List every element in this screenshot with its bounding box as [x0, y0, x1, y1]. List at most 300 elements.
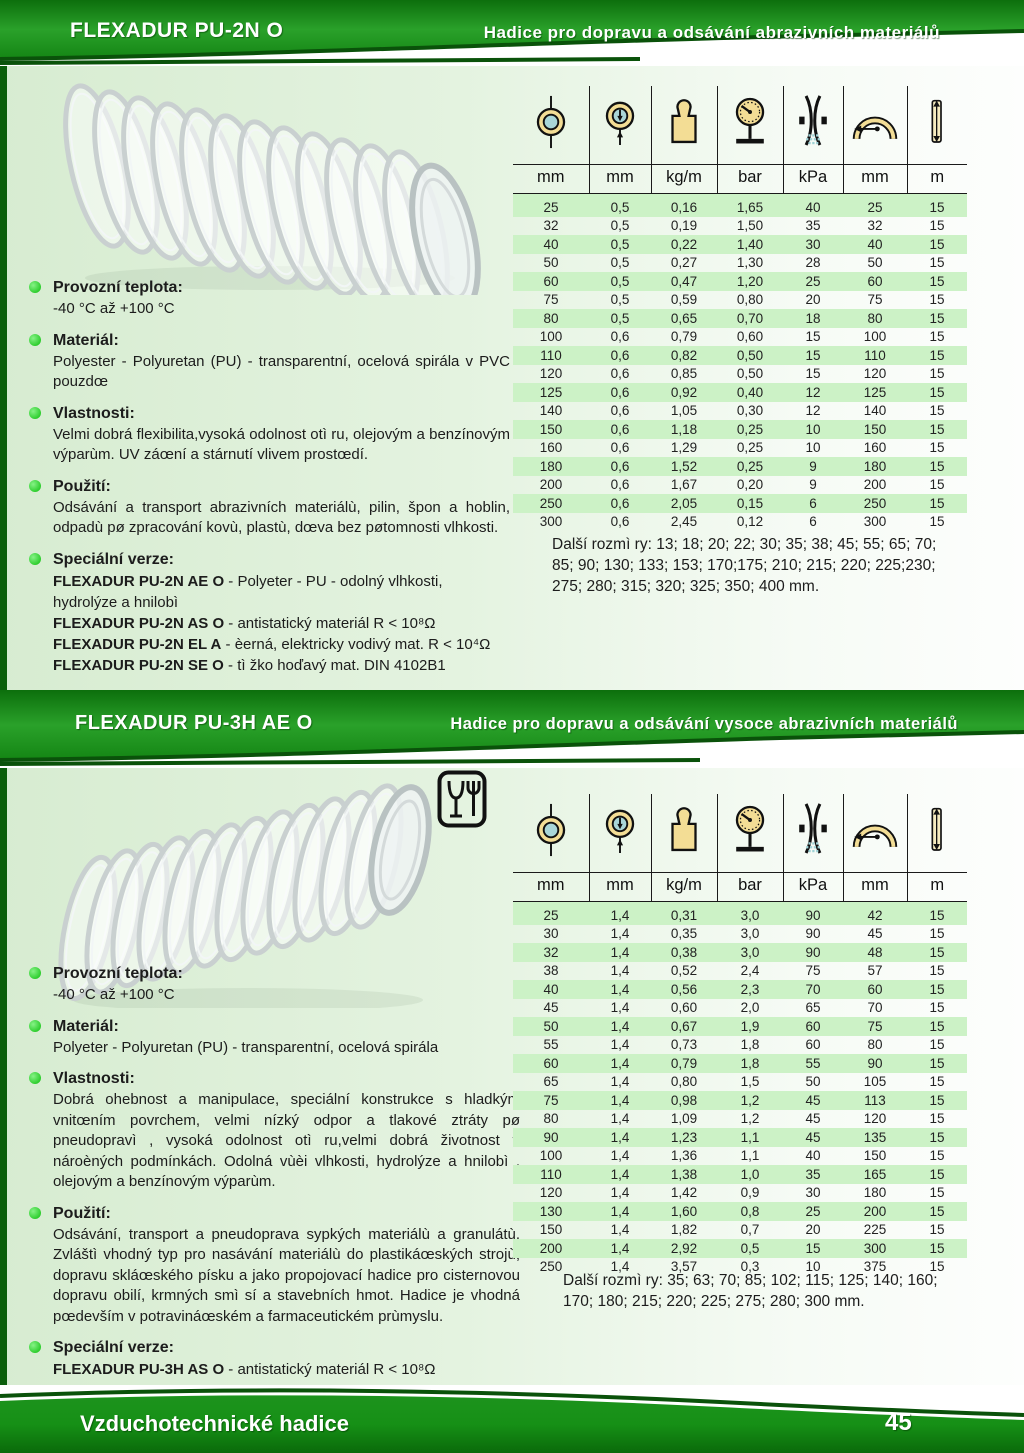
weight-icon [661, 93, 707, 151]
table-cell: 1,82 [670, 1222, 698, 1238]
table-cell: 105 [863, 1074, 887, 1090]
table-cell: 140 [539, 403, 563, 419]
special-version-item: FLEXADUR PU-2N AE O - Polyeter - PU - odolný vlhkosti, hydrolýze a hnilobì [53, 572, 443, 611]
table-cell: 1,4 [610, 1074, 630, 1090]
table-cell: 130 [539, 1203, 563, 1219]
spec-text: Dobrá ohebnost a manipulace, speciální konstrukce s hladkým vnitœním povrchem, velmi nízký odpor a tlakové ztráty pø pneudopravì , vysoká odolnost otì ru,velmi dobrá životnost v nároèných podmínkách. Odolná vùèi vlhkosti, hydrolýze a hnilobì , olejovým a benzínovým výparùm. [53, 1091, 520, 1190]
table-cell: 1,4 [610, 981, 630, 997]
section1-title: FLEXADUR PU-2N O [70, 19, 284, 42]
section1-header-band [0, 0, 1024, 66]
table-cell: 0,98 [670, 1092, 698, 1108]
inner-diameter-icon [528, 801, 574, 859]
table-cell: 57 [867, 963, 883, 979]
table-cell: 0,50 [736, 366, 764, 382]
spec-heading: Provozní teplota: [53, 279, 183, 296]
table-cell: 1,4 [610, 1222, 630, 1238]
table-cell: 0,5 [610, 292, 630, 308]
table-cell: 90 [867, 1055, 883, 1071]
table-cell: 1,2 [740, 1111, 760, 1127]
table-cell: 0,6 [610, 440, 630, 456]
table-cell: 40 [867, 236, 883, 252]
table-cell: 1,4 [610, 1259, 630, 1275]
table-cell: 65 [543, 1074, 559, 1090]
table-cell: 1,1 [740, 1148, 760, 1164]
table-cell: 120 [863, 366, 887, 382]
table-cell: 75 [867, 1018, 883, 1034]
section2-content [0, 768, 1024, 1385]
footer-title: Vzduchotechnické hadice [80, 1411, 349, 1436]
spec-usage [28, 1204, 520, 1328]
special-version-item: FLEXADUR PU-2N EL A - èerná, elektricky vodivý mat. R < 10⁴Ω [53, 635, 491, 653]
table-cell: 0,5 [740, 1240, 760, 1256]
table-cell: 15 [929, 421, 945, 437]
table-row [513, 1128, 967, 1146]
table-cell: 160 [863, 440, 887, 456]
weight-icon [661, 801, 707, 859]
table-cell: 15 [929, 1129, 945, 1145]
table-cell: 0,15 [736, 495, 764, 511]
table-cell: 15 [929, 1037, 945, 1053]
table-cell: 15 [929, 1148, 945, 1164]
table-cell: 0,30 [736, 403, 764, 419]
inner-diameter-icon [528, 93, 574, 151]
table-units-row [513, 165, 967, 194]
table-cell: 80 [867, 1037, 883, 1053]
table-cell: 125 [539, 384, 563, 400]
length-icon [917, 93, 957, 151]
table-cell: 120 [539, 1185, 563, 1201]
table-cell: 32 [867, 218, 883, 234]
bullet-icon [29, 1341, 41, 1353]
table-cell: 0,5 [610, 255, 630, 271]
table-row [513, 1239, 967, 1257]
table-cell: 120 [863, 1111, 887, 1127]
table-cell: 0,79 [670, 1055, 698, 1071]
spec-text: Odsávání, transport a pneudoprava sypkých materiálù a granulátù. Zvláštì vhodný typ pro nasávání materiálù do plastikáœských strojù, dopravu skláœského písku a jako propojovací hadice pro cisternovou dopravu obilí, krmných smì sí a stavebních hmot. Hadice je vhodná pœdevším v potravináœském a farmaceutickém prùmyslu. [53, 1225, 520, 1325]
table-row [513, 476, 967, 494]
table-cell: 15 [805, 329, 821, 345]
bullet-icon [29, 281, 41, 293]
table-cell: 15 [929, 200, 945, 215]
table-cell: 15 [929, 384, 945, 400]
unit-label: kg/m [651, 873, 717, 902]
table-cell: 0,25 [736, 421, 764, 437]
table-cell: 1,36 [670, 1148, 698, 1164]
table-cell: 1,2 [740, 1092, 760, 1108]
table-cell: 15 [929, 1000, 945, 1016]
table-cell: 1,09 [670, 1111, 698, 1127]
table-cell: 25 [867, 200, 883, 215]
spec-heading: Použití: [53, 477, 111, 495]
table-cell: 0,70 [736, 310, 764, 326]
spec-material [28, 1017, 520, 1059]
unit-label: mm [513, 165, 589, 194]
table-cell: 10 [805, 440, 821, 456]
table-cell: 1,67 [670, 477, 698, 493]
section2-header-band [0, 690, 1024, 768]
table-cell: 0,50 [736, 347, 764, 363]
table-cell: 1,29 [670, 440, 698, 456]
unit-label: kPa [783, 165, 843, 194]
table-cell: 150 [863, 421, 887, 437]
table-row [513, 1147, 967, 1165]
table-cell: 150 [539, 1222, 563, 1238]
table-cell: 48 [867, 944, 883, 960]
table-cell: 0,6 [610, 347, 630, 363]
table-cell: 0,38 [670, 944, 698, 960]
spec-special-versions [28, 550, 510, 676]
table-cell: 0,20 [736, 477, 764, 493]
table-row [513, 925, 967, 943]
table-cell: 0,80 [670, 1074, 698, 1090]
table-cell: 1,4 [610, 1111, 630, 1127]
table-cell: 1,4 [610, 926, 630, 942]
table-cell: 1,50 [736, 218, 764, 234]
table-cell: 0,6 [610, 495, 630, 511]
table-cell: 0,5 [610, 200, 630, 215]
unit-label: kPa [783, 873, 843, 902]
table-row [513, 439, 967, 457]
table-icon-row [513, 86, 967, 165]
spec-operating-temperature [28, 964, 520, 1006]
table-cell: 15 [929, 477, 945, 493]
table-cell: 55 [805, 1055, 821, 1071]
section2-subtitle: Hadice pro dopravu a odsávání vysoce abrazivních materiálů [450, 715, 958, 733]
table-cell: 2,92 [670, 1240, 698, 1256]
underpressure-icon [790, 801, 836, 859]
table-cell: 0,22 [670, 236, 698, 252]
table-cell: 150 [539, 421, 563, 437]
bullet-icon [29, 407, 41, 419]
footer-page-number: 45 [885, 1409, 912, 1436]
table-cell: 15 [929, 1018, 945, 1034]
underpressure-icon [790, 93, 836, 151]
bend-radius-icon [852, 93, 898, 151]
table-row [513, 1221, 967, 1239]
bullet-icon [29, 967, 41, 979]
table-cell: 15 [929, 403, 945, 419]
table-cell: 12 [805, 403, 821, 419]
hose-photo-pu2n [55, 80, 485, 295]
bullet-icon [29, 480, 41, 492]
spec-text: Odsávání a transport abrazivních materiálù, pilin, špon a hoblin, odpadù pø zpracování kovù, plastù, dœva bez pøtomnosti vlhkosti. [53, 498, 510, 536]
table-cell: 140 [863, 403, 887, 419]
table-cell: 180 [863, 1185, 887, 1201]
table-cell: 15 [929, 1074, 945, 1090]
table-cell: 40 [805, 200, 821, 215]
spec-usage [28, 477, 510, 539]
table-cell: 15 [929, 255, 945, 271]
table-cell: 0,6 [610, 477, 630, 493]
bullet-icon [29, 334, 41, 346]
table-cell: 120 [539, 366, 563, 382]
table-row [513, 254, 967, 272]
table-cell: 0,73 [670, 1037, 698, 1053]
table-cell: 40 [543, 236, 559, 252]
unit-label: mm [843, 873, 907, 902]
section2-spec-list [28, 964, 520, 1391]
table-row [513, 309, 967, 327]
spec-heading: Vlastnosti: [53, 404, 135, 422]
table-cell: 0,56 [670, 981, 698, 997]
table-cell: 2,45 [670, 514, 698, 530]
table-cell: 200 [539, 1240, 563, 1256]
unit-label: m [907, 165, 967, 194]
table-cell: 0,6 [610, 421, 630, 437]
table-cell: 50 [867, 255, 883, 271]
table-cell: 15 [805, 347, 821, 363]
spec-properties [28, 404, 510, 466]
table-cell: 110 [864, 347, 886, 363]
table-cell: 1,4 [610, 1055, 630, 1071]
footer-band [0, 1385, 1024, 1453]
table-cell: 0,40 [736, 384, 764, 400]
specification-table-pu2n [513, 86, 967, 531]
table-cell: 0,79 [670, 329, 698, 345]
special-version-item: FLEXADUR PU-3H AS O - antistatický materiál R < 10⁸Ω [53, 1361, 436, 1378]
table-cell: 1,20 [736, 273, 764, 289]
table-cell: 40 [543, 981, 559, 997]
table-cell: 2,0 [740, 1000, 760, 1016]
table-cell: 165 [863, 1166, 887, 1182]
table-cell: 38 [543, 963, 559, 979]
table-cell: 1,4 [610, 1018, 630, 1034]
table-cell: 75 [543, 1092, 559, 1108]
table-cell: 1,18 [670, 421, 698, 437]
table-row [513, 494, 967, 512]
table-cell: 55 [543, 1037, 559, 1053]
table-cell: 45 [805, 1092, 821, 1108]
table-cell: 35 [805, 1166, 821, 1182]
table-cell: 225 [863, 1222, 887, 1238]
spec-heading: Vlastnosti: [53, 1070, 135, 1087]
table-row [513, 999, 967, 1017]
table-cell: 0,27 [670, 255, 698, 271]
table-cell: 70 [867, 1000, 883, 1016]
table-cell: 0,60 [736, 329, 764, 345]
table-cell: 30 [543, 926, 559, 942]
table-cell: 35 [805, 218, 821, 234]
table-cell: 15 [929, 1185, 945, 1201]
table-cell: 1,4 [610, 1092, 630, 1108]
table-cell: 0,19 [670, 218, 698, 234]
table-cell: 1,4 [610, 963, 630, 979]
spec-heading: Materiál: [53, 1017, 119, 1035]
table-cell: 1,8 [740, 1037, 760, 1053]
table-row [513, 402, 967, 420]
table-row [513, 365, 967, 383]
section1-spec-list [28, 278, 510, 687]
table-row [513, 383, 967, 401]
table-cell: 15 [929, 366, 945, 382]
table-cell: 0,59 [670, 292, 698, 308]
wall-thickness-icon [597, 93, 643, 151]
table-cell: 100 [539, 329, 563, 345]
table-cell: 45 [543, 1000, 559, 1016]
table-cell: 3,0 [740, 926, 760, 942]
table-cell: 45 [805, 1111, 821, 1127]
special-version-item: FLEXADUR PU-2N AS O - antistatický materiál R < 10⁸Ω [53, 614, 436, 632]
unit-label: mm [513, 873, 589, 902]
table-cell: 1,23 [670, 1129, 698, 1145]
table-cell: 180 [863, 458, 887, 474]
table-cell: 15 [929, 440, 945, 456]
section1-other-sizes: Další rozmì ry: 13; 18; 20; 22; 30; 35; 38; 45; 55; 65; 70; 85; 90; 130; 133; 153; 170;175; 210; 215; 220; 225;230; 275; 280; 315; 320; 325; 350; 400 mm. [552, 536, 937, 595]
table-cell: 0,16 [670, 200, 698, 215]
table-cell: 25 [543, 200, 559, 215]
table-row [513, 1165, 967, 1183]
spec-operating-temperature [28, 278, 510, 320]
table-cell: 125 [863, 384, 887, 400]
table-cell: 20 [805, 1222, 821, 1238]
table-cell: 375 [863, 1259, 887, 1275]
table-cell: 2,3 [740, 981, 760, 997]
table-cell: 250 [539, 495, 563, 511]
table-row [513, 272, 967, 290]
spec-heading: Speciální verze: [53, 1339, 174, 1356]
table-row [513, 328, 967, 346]
table-cell: 45 [867, 926, 883, 942]
table-cell: 3,0 [740, 908, 760, 923]
table-cell: 70 [805, 981, 821, 997]
table-cell: 80 [867, 310, 883, 326]
table-cell: 1,4 [610, 1129, 630, 1145]
table-row [513, 291, 967, 309]
table-cell: 90 [805, 944, 821, 960]
table-cell: 20 [805, 292, 821, 308]
spec-heading: Speciální verze: [53, 550, 174, 568]
table-row [513, 1184, 967, 1202]
table-cell: 15 [929, 1203, 945, 1219]
table-cell: 250 [863, 495, 887, 511]
table-cell: 0,67 [670, 1018, 698, 1034]
table-row [513, 194, 967, 217]
table-cell: 50 [543, 255, 559, 271]
table-cell: 0,31 [670, 908, 698, 923]
spec-properties [28, 1069, 520, 1193]
bullet-icon [29, 1020, 41, 1032]
table-cell: 75 [867, 292, 883, 308]
table-row [513, 1091, 967, 1109]
table-cell: 45 [805, 1129, 821, 1145]
table-cell: 1,9 [740, 1018, 760, 1034]
spec-text: -40 °C až +100 °C [53, 986, 175, 1003]
table-cell: 135 [863, 1129, 887, 1145]
unit-label: mm [589, 873, 651, 902]
table-cell: 2,4 [740, 963, 760, 979]
table-cell: 3,0 [740, 944, 760, 960]
table-row [513, 943, 967, 961]
table-cell: 60 [805, 1018, 821, 1034]
table-cell: 15 [929, 292, 945, 308]
table-cell: 10 [805, 421, 821, 437]
table-cell: 0,80 [736, 292, 764, 308]
bend-radius-icon [852, 801, 898, 859]
table-row [513, 1202, 967, 1220]
length-icon [917, 801, 957, 859]
table-cell: 2,05 [670, 495, 698, 511]
section1-table-block [513, 86, 967, 531]
table-cell: 15 [929, 1111, 945, 1127]
table-cell: 100 [539, 1148, 563, 1164]
table-cell: 1,4 [610, 1166, 630, 1182]
section2-other-sizes: Další rozmì ry: 35; 63; 70; 85; 102; 115; 125; 140; 160; 170; 180; 215; 220; 225; 275; 280; 300 mm. [563, 1272, 938, 1310]
table-cell: 60 [543, 273, 559, 289]
table-cell: 1,4 [610, 1148, 630, 1164]
table-cell: 15 [929, 329, 945, 345]
specification-table-pu3h [513, 794, 967, 1276]
table-cell: 6 [809, 514, 817, 530]
table-cell: 15 [929, 1222, 945, 1238]
table-cell: 1,52 [670, 458, 698, 474]
table-row [513, 1036, 967, 1054]
spec-heading: Provozní teplota: [53, 965, 183, 982]
table-row [513, 980, 967, 998]
table-cell: 0,92 [670, 384, 698, 400]
table-cell: 50 [805, 1074, 821, 1090]
table-cell: 40 [805, 1148, 821, 1164]
table-cell: 0,9 [740, 1185, 760, 1201]
table-cell: 200 [863, 1203, 887, 1219]
table-cell: 1,4 [610, 1203, 630, 1219]
table-cell: 1,0 [740, 1166, 760, 1182]
table-cell: 15 [929, 1259, 945, 1275]
table-cell: 60 [867, 981, 883, 997]
table-cell: 0,6 [610, 329, 630, 345]
table-cell: 25 [805, 273, 821, 289]
section2-table-block [513, 794, 967, 1276]
section2-title: FLEXADUR PU-3H AE O [75, 712, 313, 734]
pressure-gauge-icon [727, 93, 773, 151]
section1-content [0, 66, 1024, 690]
table-cell: 15 [929, 908, 945, 923]
table-cell: 0,6 [610, 458, 630, 474]
unit-label: m [907, 873, 967, 902]
spec-heading: Použití: [53, 1204, 111, 1222]
wall-thickness-icon [597, 801, 643, 859]
table-cell: 25 [543, 908, 559, 923]
bullet-icon [29, 1207, 41, 1219]
spec-text: -40 °C až +100 °C [53, 300, 175, 317]
table-cell: 80 [543, 310, 559, 326]
unit-label: kg/m [651, 165, 717, 194]
bullet-icon [29, 553, 41, 565]
table-cell: 75 [805, 963, 821, 979]
table-cell: 90 [543, 1129, 559, 1145]
table-cell: 60 [805, 1037, 821, 1053]
table-cell: 1,4 [610, 908, 630, 923]
unit-label: mm [843, 165, 907, 194]
table-cell: 1,4 [610, 944, 630, 960]
spec-text: Polyester - Polyuretan (PU) - transparentní, ocelová spirála v PVC pouzdœ [53, 352, 510, 390]
table-row [513, 420, 967, 438]
table-cell: 30 [805, 1185, 821, 1201]
table-cell: 25 [805, 1203, 821, 1219]
table-cell: 0,35 [670, 926, 698, 942]
table-cell: 18 [805, 310, 821, 326]
table-cell: 65 [805, 1000, 821, 1016]
table-cell: 15 [929, 1166, 945, 1182]
table-cell: 0,82 [670, 347, 698, 363]
table-cell: 3,57 [670, 1259, 698, 1275]
table-cell: 1,38 [670, 1166, 698, 1182]
table-cell: 90 [805, 926, 821, 942]
table-cell: 100 [863, 329, 887, 345]
table-row [513, 902, 967, 925]
table-cell: 300 [863, 1240, 887, 1256]
table-cell: 0,3 [740, 1259, 760, 1275]
table-cell: 6 [809, 495, 817, 511]
